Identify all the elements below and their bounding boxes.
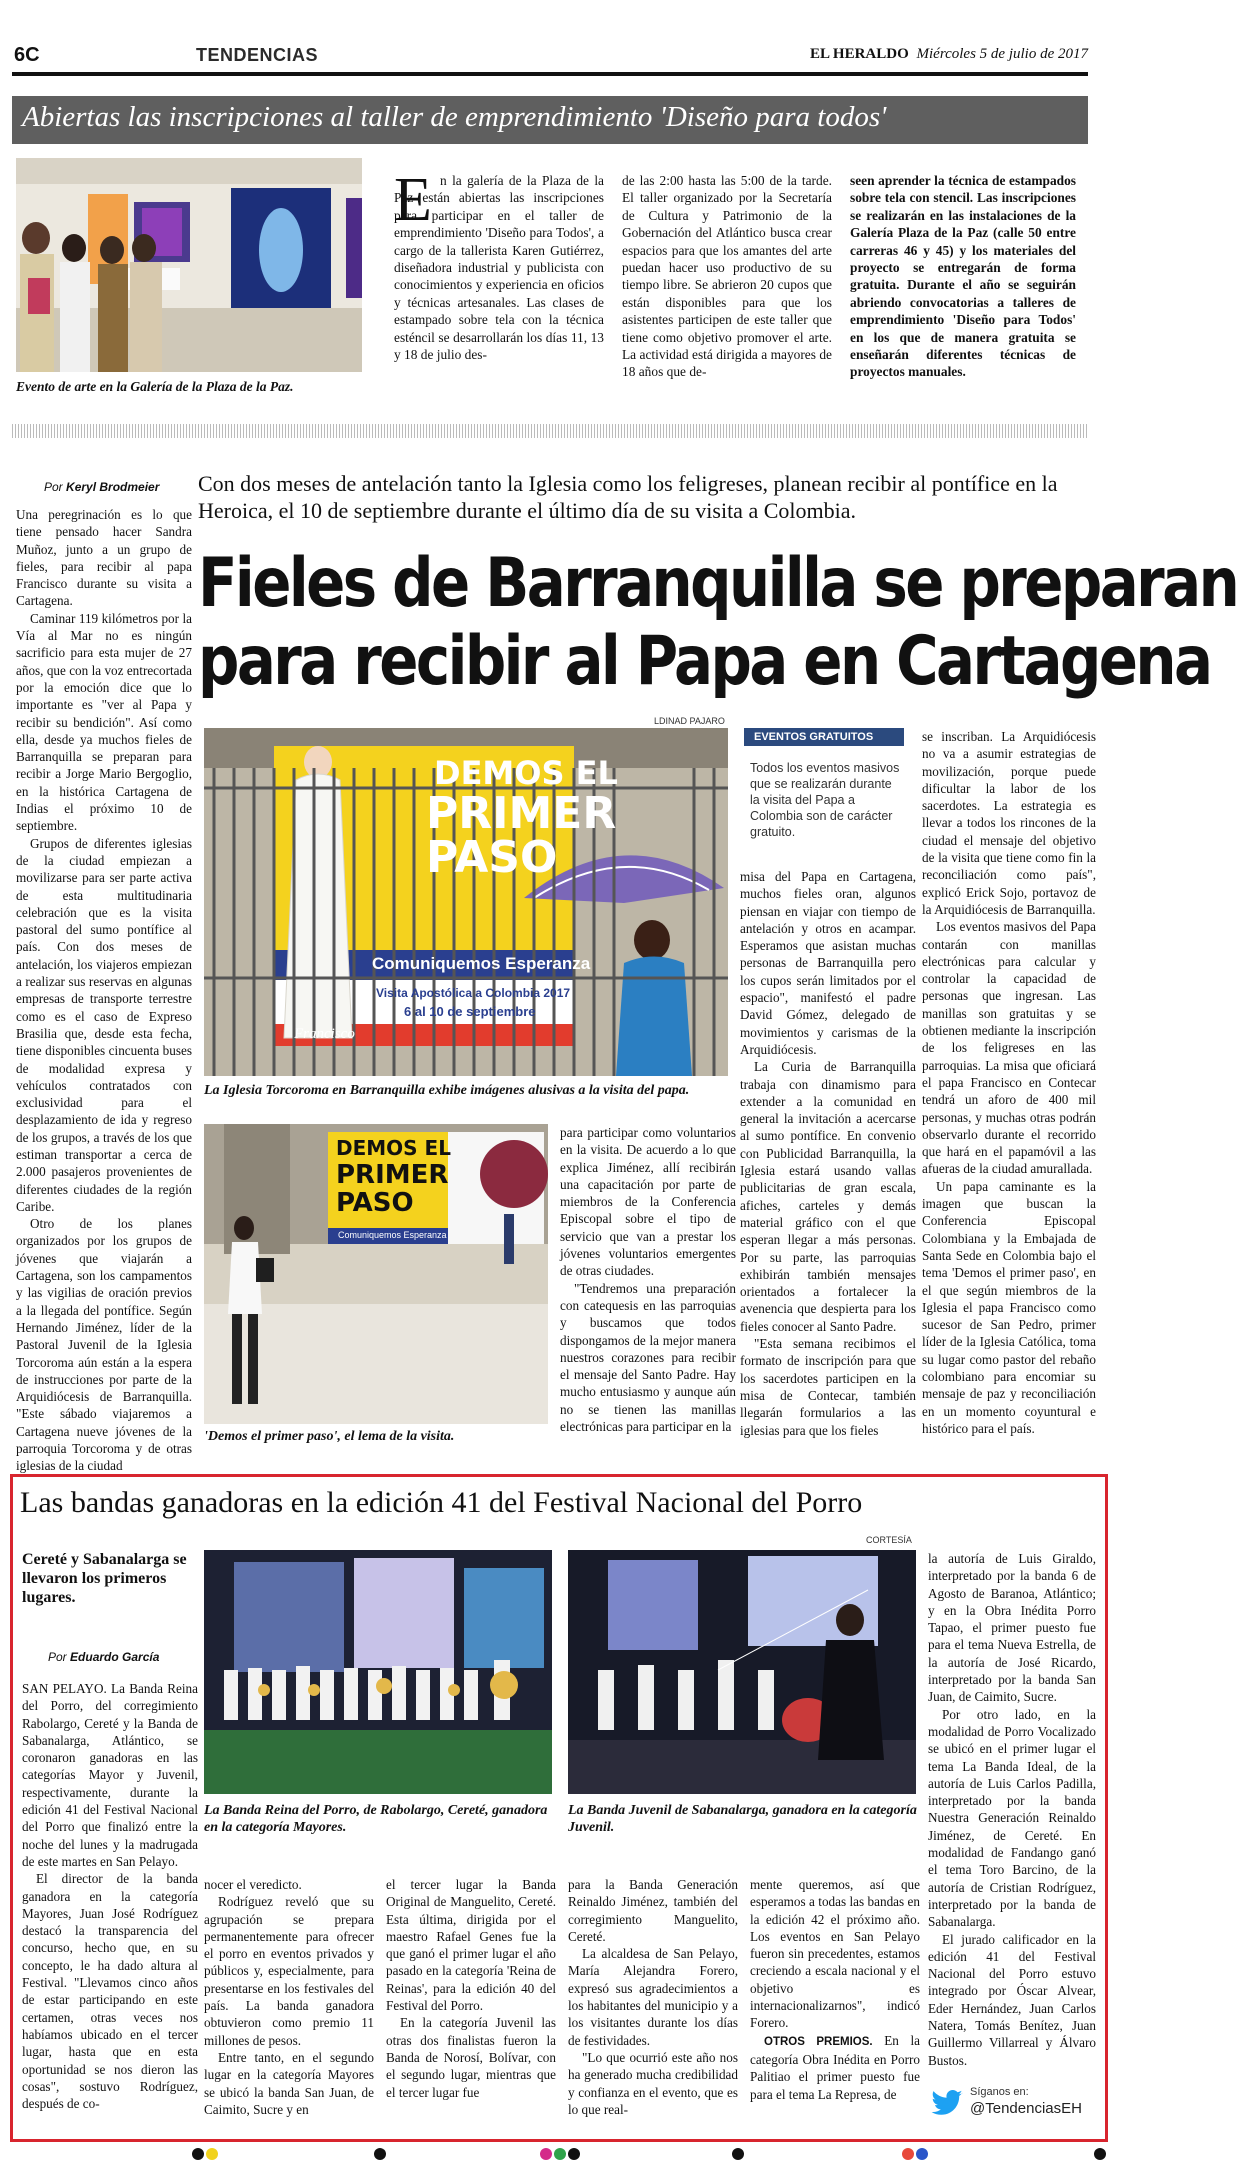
story2-col1-p2: Caminar 119 kilómetros por la Vía al Mar no es ningún sacrificio para esta mujer de 27 años, que con la voz entrecortada por la emoción dice que lo importante es "ver al Papa y recibir su bendición". Así como ella, desde ya muchos fieles de Barranquilla se preparan para recibir a Jorge Mario Bergoglio, en la histórica Cartagena de Indias el próximo 10 de septiembre. — [16, 610, 192, 834]
gallery-photo — [16, 158, 362, 372]
woman-walking-caption: 'Demos el primer paso', el lema de la visita. — [204, 1429, 455, 1444]
story2-headline-1: Fieles de Barranquilla se preparan — [198, 544, 1237, 623]
story2-col3-p1: se inscriban. La Arquidiócesis no va a asumir estrategias de movilización, porque puede dificultar la labor de los sacerdotes. La estrategia es llevar a todos los rincones de la ciudad el mensaje del objetivo de la visita que tiene como fin la reconciliación como país", explicó Erick Sojo, portavoz de la Arquidiócesis de Barranquilla. — [922, 729, 1096, 917]
story1-col1 — [394, 166, 604, 363]
story2-author: Keryl Brodmeier — [66, 480, 160, 494]
sidebar-title: EVENTOS GRATUITOS — [744, 728, 904, 746]
sign-paso: PASO — [336, 1188, 414, 1218]
section-separator-1 — [12, 424, 1088, 438]
story3-headline: Las bandas ganadoras en la edición 41 del Festival Nacional del Porro — [20, 1486, 863, 1519]
story3-col4 — [568, 1876, 738, 2118]
story2-col3-p2: Los eventos masivos del Papa contarán con manillas electrónicas para calcular y controlar la capacidad de personas que ingresan. Las manillas son gratuitas y se obtienen mediante la inscripción de los feligreses en las parroquias. La misa que oficiará el papa Francisco en Contecar tendrá un aforo de 400 mil personas, y muchas otras podrán observarlo durante el recorrido que hará en el papamóvil a las afueras de la ciudad amurallada. — [922, 919, 1096, 1177]
banner-paso: PASO — [426, 832, 558, 883]
story2-col1-p1: Una peregrinación es lo que tiene pensado hacer Sandra Muñoz, junto a un grupo de fieles, para recibir al papa Francisco durante su visita a Cartagena. — [16, 507, 192, 609]
band-mayores-art — [204, 1550, 552, 1794]
story2-colmid — [560, 1124, 736, 1435]
story2-col2 — [740, 868, 916, 1439]
story3-subhead: Cereté y Sabanalarga se llevaron los primeros lugares. — [22, 1551, 187, 1606]
story3-otros-premios-text: En la categoría Obra Inédita en Porro Palitiao el primer puesto fue para el tema La Represa, de — [750, 2032, 920, 2102]
banner-band: Comuniquemos Esperanza — [372, 954, 591, 973]
story3-col2-p2: Rodríguez reveló que su agrupación se prepara permanentemente para ofrecer el porro en eventos privados y públicos y, especialmente, para presentarse en los festivales del país. La banda ganadora obtuvieron como premio 11 millones de pesos. — [204, 1894, 374, 2048]
story2-col1-p3: Grupos de diferentes iglesias de la ciudad empiezan a movilizarse para ser parte activa de esta multitudinaria celebración que es la visita pastoral del sumo pontífice al país. Con dos meses de antelación, los viajeros empiezan a realizar sus reservas en algunas empresas de transporte terrestre como es el caso de Expreso Brasilia que, desde esta fecha, tiene disponibles cincuenta buses de modalidad expresa y vehículos contratados con exclusividad para el desplazamiento de ida y regreso de los grupos, a través de los que estiman transportar a cerca de 2.000 pasajeros provenientes de diferentes ciudades de la región Caribe. — [16, 835, 192, 1214]
story1-headline: Abiertas las inscripciones al taller de emprendimiento 'Diseño para todos' — [22, 101, 887, 133]
story2-photo-credit: LDINAD PAJARO — [654, 716, 725, 726]
story2-col2-p3: "Esta semana recibimos el formato de inscripción para que los sacerdotes participen en la misa de Contecar, también llegarán formularios a las iglesias para que los fieles — [740, 1336, 916, 1438]
story2-col2-p2: La Curia de Barranquilla trabaja con dinamismo para extender a la comunidad en general la invitación a acercarse al sumo pontífice. En convenio con Publicidad Barranquilla, la Iglesia estará usando vallas publicitarias de gran escala, afiches, carteles y demás material gráfico con el que esperan llegar a más personas. Por su parte, las parroquias exhibirán también mensajes orientados a fortalecer la avenencia que despierta para los fieles conocer al Santo Padre. — [740, 1059, 916, 1334]
sign-primer: PRIMER — [336, 1160, 449, 1190]
story3-photo-credit: CORTESÍA — [866, 1535, 912, 1545]
issue-date: Miércoles 5 de julio de 2017 — [916, 46, 1088, 62]
header-rule — [12, 72, 1088, 76]
story2-byline — [44, 480, 159, 494]
story1-col2-text: de las 2:00 hasta las 5:00 de la tarde. El taller organizado por la Secretaría de Cultura y Patrimonio de la Gobernación del Atlántico busca crear espacios para que los amantes del arte puedan hacer uso productivo de su tiempo libre. Se abrieron 20 cupos que están disponibles para que los asistentes participen de este taller que tiene como objetivo promover el arte. La actividad está dirigida a mayores de 18 años que de- — [622, 173, 832, 380]
story3-col5-p1: mente queremos, así que esperamos a todas las bandas en la edición 42 el próximo año. Los eventos en San Pelayo fueron sin precedentes, estamos creciendo a escala nacional y el objetivo es internacionalizarnos", indicó Forero. — [750, 1877, 920, 2031]
gallery-caption: Evento de arte en la Galería de la Plaza de la Paz. — [16, 379, 294, 394]
story2-headline-2: para recibir al Papa en Cartagena — [198, 622, 1211, 701]
story3-col2-p1: nocer el veredicto. — [204, 1877, 302, 1892]
story3-col4-p2: La alcaldesa de San Pelayo, María Alejandra Forero, expresó sus agradecimientos a los habitantes del municipio y a los visitantes durante los días de festividades. — [568, 1946, 738, 2048]
story3-otros-premios-label: OTROS PREMIOS. — [764, 2035, 873, 2048]
section-name: TENDENCIAS — [196, 45, 319, 65]
band-juvenil-caption: La Banda Juvenil de Sabanalarga, ganadora en la categoría Juvenil. — [568, 1803, 917, 1835]
story3-col4-p1: para la Banda Generación Reinaldo Jiménez, también del corregimiento Manguelito, Cereté. — [568, 1877, 738, 1944]
page-number: 6C — [14, 44, 40, 66]
story3-byline-prefix: Por — [48, 1650, 67, 1664]
story3-col3-p1: el tercer lugar la Banda Original de Manguelito, Cereté. Esta última, dirigida por el maestro Rafael Genes fue la que ganó el primer lugar el año pasado en la categoría 'Reina de Reinas', para la edición 40 del Festival del Porro. — [386, 1877, 556, 2014]
banner-dates: 6 al 10 de septiembre — [404, 1004, 536, 1019]
story1-col3-text: seen aprender la técnica de estampados sobre tela con stencil. Las inscripciones se realizarán en las instalaciones de la Galería Plaza de la Paz (calle 50 entre carreras 46 y 45) y los materiales del proyecto se entregarán de forma gratuita. Durante el año se seguirán abriendo convocatorias a talleres de emprendimiento 'Diseño para Todos' en los que de manera gratuita se enseñarán diferentes técnicas de proyectos manuales. — [850, 173, 1076, 380]
woman-walking-photo — [204, 1124, 548, 1424]
twitter-follow-label: Síganos en: — [970, 2086, 1029, 2098]
twitter-bird-icon — [930, 2090, 964, 2118]
story2-byline-prefix: Por — [44, 480, 63, 494]
sign-demos: DEMOS EL — [336, 1136, 451, 1160]
registration-marks — [0, 2146, 1116, 2162]
banner-demos: DEMOS EL — [434, 754, 618, 792]
band-mayores-photo — [204, 1550, 552, 1794]
band-juvenil-photo — [568, 1550, 916, 1794]
sign-band: Comuniquemos Esperanza — [338, 1230, 447, 1240]
story2-col3 — [922, 728, 1096, 1437]
church-banner-photo — [204, 728, 728, 1076]
story3-col3-p2: En la categoría Juvenil las otras dos finalistas fueron la Banda de Norosí, Bolívar, con el segundo lugar, mientras que el tercer lugar fue — [386, 2015, 556, 2100]
sidebar-text: Todos los eventos masivos que se realizarán durante la visita del Papa a Colombia son de carácter gratuito. — [750, 761, 900, 839]
twitter-follow[interactable] — [930, 2084, 1100, 2124]
band-juvenil-art — [568, 1550, 916, 1794]
story3-col3 — [386, 1876, 556, 2101]
story3-col6-p1: la autoría de Luis Giraldo, interpretado por la banda 6 de Agosto de Baranoa, Atlántico; y en la Obra Inédita Porro Tapao, el primer puesto fue para el tema Nueva Estrella, de la autoría de José Ricardo, interpretado por la banda San Juan, de Caimito, Sucre. — [928, 1551, 1096, 1705]
story1-dropcap: E — [394, 166, 432, 234]
story3-col5 — [750, 1876, 920, 2103]
dateline — [810, 46, 1088, 63]
story3-col2 — [204, 1876, 374, 2118]
band-mayores-caption: La Banda Reina del Porro, de Rabolargo, Cereté, ganadora en la categoría Mayores. — [204, 1803, 548, 1835]
story3-author: Eduardo García — [70, 1650, 160, 1664]
story3-col1-p2: El director de la banda ganadora en la categoría Mayores, Juan José Rodríguez destacó la transparencia del concurso, hecho que, en su concepto, le ha dado altura al Festival. "Llevamos cinco años de estar participando en este certamen, otras veces nos habíamos ubicado en el tercer lugar, hasta que en esta oportunidad se nos dieron las cosas", sostuvo Rodríguez, después de co- — [22, 1871, 198, 2112]
story2-col1-p4: Otro de los planes organizados por los grupos de jóvenes que viajarán a Cartagena, son los campamentos y las vigilias de oración previos a la llegada del pontífice. Según Hernando Jiménez, líder de la Pastoral Juvenil de la Iglesia Torcoroma aún están a la espera de instrucciones por parte de la Arquidiócesis de Barranquilla. "Este sábado viajaremos a Cartagena nueve jóvenes de la parroquia Torcoroma y de otras iglesias de la ciudad — [16, 1216, 192, 1474]
banner-signature: Francisco — [294, 1026, 355, 1042]
twitter-handle: @TendenciasEH — [970, 2100, 1082, 2117]
story2-colmid-p2: "Tendremos una preparación con catequesis en las parroquias y buscamos que todos dispongamos de la mejor manera nuestros corazones para recibir el mensaje del Santo Padre. Hay mucho entusiasmo y aunque aún no se tienen las manillas electrónicas para participar en la — [560, 1280, 736, 1435]
story2-deck: Con dos meses de antelación tanto la Iglesia como los feligreses, planean recibir al pontífice en la Heroica, el 10 de septiembre durante el último día de su visita a Colombia. — [198, 471, 1058, 523]
paper-name: EL HERALDO — [809, 46, 909, 62]
church-banner-caption: La Iglesia Torcoroma en Barranquilla exhibe imágenes alusivas a la visita del papa. — [204, 1083, 690, 1098]
story2-col1 — [16, 506, 192, 1475]
banner-visit: Visita Apostólica a Colombia 2017 — [376, 986, 571, 1000]
story3-col4-p3: "Lo que ocurrió este año nos ha generado mucha credibilidad y confianza en el evento, que es lo que real- — [568, 2049, 738, 2117]
story3-col5-p2 — [750, 2032, 920, 2103]
story3-col1-p1: SAN PELAYO. La Banda Reina del Porro, del corregimiento Rabolargo, Cereté y la Banda de Sabanalarga, Atlántico, se coronaron ganadoras en las categorías Mayor y Juvenil, respectivamente, durante la edición 41 del Festival Nacional del Porro que finalizó entre la noche del lunes y la madrugada de este martes en San Pelayo. — [22, 1681, 198, 1869]
story3-col6-p3: El jurado calificador en la edición 41 del Festival Nacional del Porro estuvo integrado por Óscar Alvear, Eder Hernández, Juan Carlos Natera, Tomás Benítez, Juan Guillermo Villarreal y Álvaro Bustos. — [928, 1931, 1096, 2068]
banner-primer: PRIMER — [426, 788, 617, 839]
story3-col2-p3: Entre tanto, en el segundo lugar en la categoría Mayores se ubicó la banda San Juan, de Caimito, Sucre y en — [204, 2049, 374, 2117]
story2-col2-p1: misa del Papa en Cartagena, muchos fieles oran, algunos piensan en viajar con tiempo de antelación y otros en acampar. Esperamos que asistan muchas personas de Barranquilla pero los cupos serán limitados por el espacio", manifestó el padre David Gómez, delegado de movimientos y carismas de la Arquidiócesis. — [740, 869, 916, 1057]
gallery-photo-art — [16, 158, 362, 372]
story3-col6 — [928, 1550, 1096, 2069]
story3-col1 — [22, 1680, 198, 2112]
story1-col3 — [850, 172, 1076, 381]
story3-col6-p2: Por otro lado, en la modalidad de Porro Vocalizado se ubicó en el primer lugar el tema La Banda Ideal, de la autoría de Luis Carlos Padilla, interpretado por la banda Nuestra Generación Reinaldo Jiménez, de Cereté. En modalidad de Fandango ganó el tema Toro Barcino, de la autoría de Cristian Rodríguez, interpretado por la banda de Sabanalarga. — [928, 1706, 1096, 1930]
story1-col2 — [622, 172, 832, 381]
story2-colmid-p1: para participar como voluntarios en la visita. De acuerdo a lo que explica Jiménez, allí recibirán una capacitación por parte de miembros de la Conferencia Episcopal sobre el tipo de servicio que van a prestar los jóvenes voluntarios emergentes de otras ciudades. — [560, 1125, 736, 1279]
story1-col1-text: n la galería de la Plaza de la Paz están abiertas las inscripciones para participar en el taller de emprendimiento 'Diseño para Todos', a cargo de la tallerista Karen Gutiérrez, diseñadora industrial y publicista con conocimientos y experiencia en oficios y técnicas artesanales. Las clases de estampado sobre tela con la técnica esténcil se desarrollarán los días 11, 13 y 18 de julio des- — [394, 173, 604, 363]
registration-marks-art — [0, 2146, 1116, 2162]
story2-col3-p3: Un papa caminante es la imagen que buscan la Conferencia Episcopal Colombiana y la Embajada de Santa Sede en Colombia bajo el tema 'Demos el primer paso', en el que según miembros de la Iglesia el papa Francisco como sucesor de San Pedro, primer líder de la Iglesia Católica, toma su lugar como pastor del rebaño colombiano para encomiar su mensaje de paz y reconciliación en un momento coyuntural e histórico para el país. — [922, 1178, 1096, 1436]
story3-byline — [48, 1650, 159, 1664]
